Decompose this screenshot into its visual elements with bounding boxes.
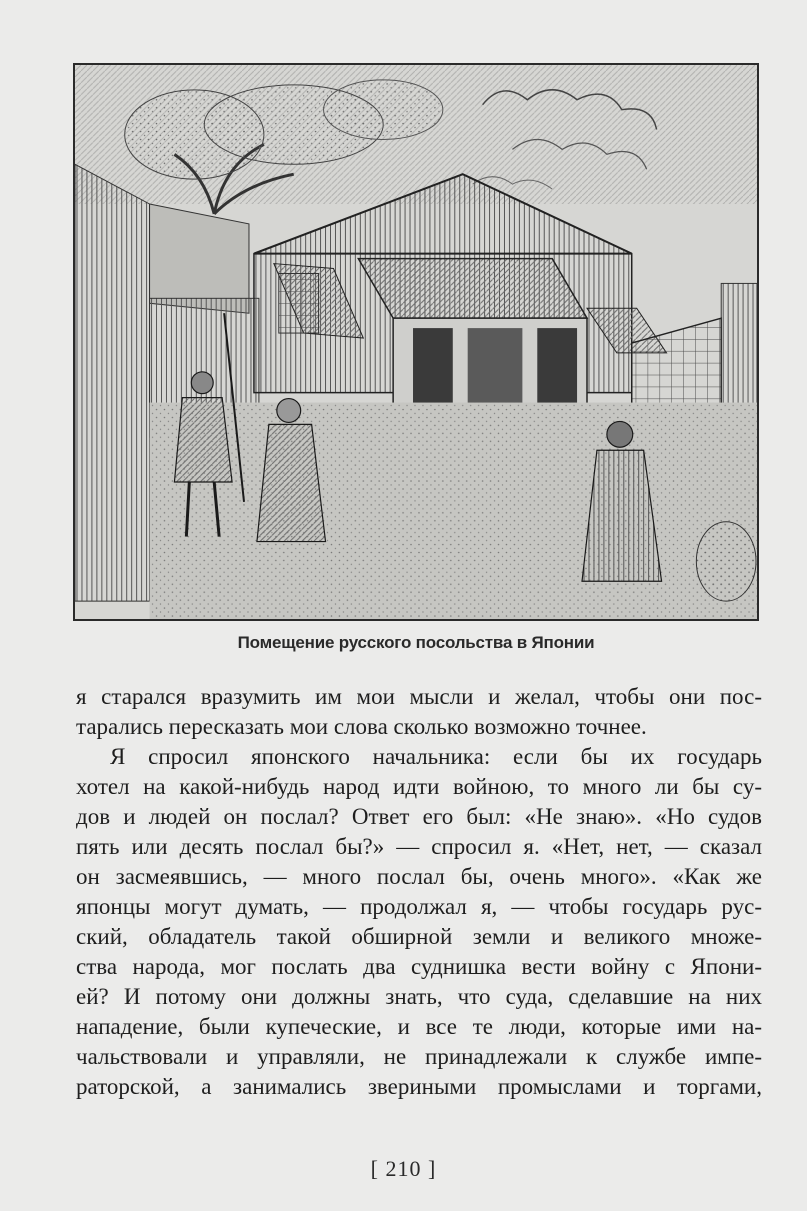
text-line: дов и людей он послал? Ответ его был: «Не знаю». «Но судов [76,804,762,829]
text-line: я старался вразумить им мои мысли и желал, чтобы они пос- [76,684,762,709]
figure-caption: Помещение русского посольства в Японии [237,633,595,652]
text-line: пять или десять послал бы?» — спросил я. «Нет, нет, — сказал [76,834,762,859]
text-line: хотел на какой-нибудь народ идти войною, то много ли бы су- [76,774,762,799]
text-line: он засмеявшись, — много послал бы, очень много». «Как же [76,864,762,889]
text-line: ства народа, мог послать два суднишка вести войну с Япони- [76,954,762,979]
text-line: чальствовали и управляли, не принадлежали к службе импе- [76,1044,762,1069]
text-line: ский, обладатель такой обширной земли и великого множе- [76,924,762,949]
text-line: тарались пересказать мои слова сколько возможно точнее. [76,714,647,739]
text-line: ей? И потому они должны знать, что суда, сделавшие на них [76,984,762,1009]
text-line: японцы могут думать, — продолжал я, — чтобы государь рус- [76,894,762,919]
page-number: [ 210 ] [370,1156,437,1181]
body-text [76,682,762,1102]
text-line: Я спросил японского начальника: если бы их государь [110,744,762,769]
engraving-embassy-courtyard-icon [75,65,757,619]
illustration-figure [73,63,759,621]
text-line: нападение, были купеческие, и все те люди, которые ими на- [76,1014,762,1039]
text-line: раторской, а занимались звериными промыслами и торгами, [76,1074,762,1099]
